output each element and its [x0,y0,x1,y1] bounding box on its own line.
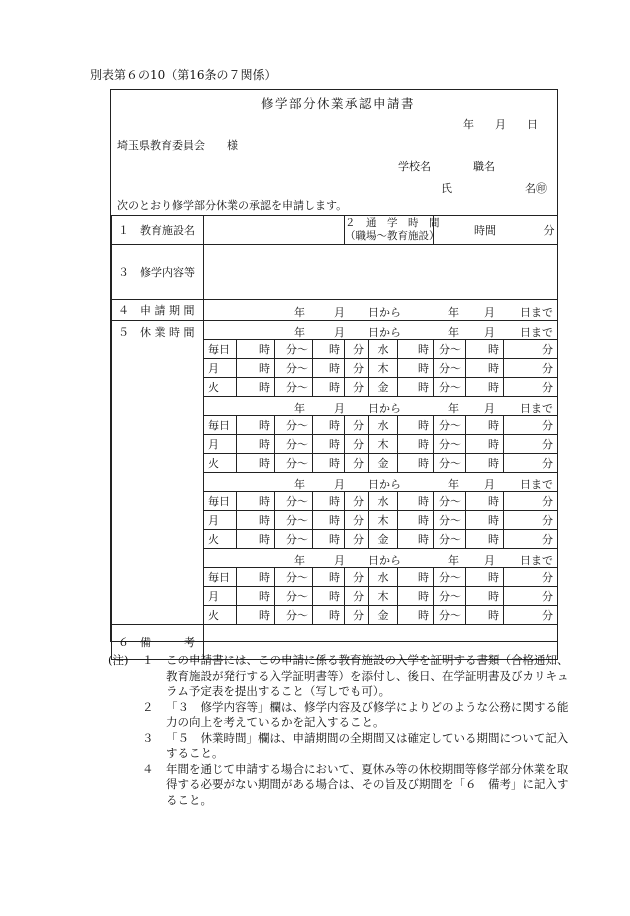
form-header [111,90,557,215]
hour-from-input[interactable]: 時 [398,340,434,359]
min-to-input[interactable]: 分 [504,568,558,587]
day-label-right: 木 [369,511,398,530]
day-label-right: 木 [369,359,398,378]
facility-input[interactable] [204,216,345,245]
hour-from-input[interactable]: 時 [398,378,434,397]
hour-to-input[interactable]: 時 [313,492,345,511]
min-from-input[interactable]: 分～ [275,359,313,378]
day-label-right: 金 [369,606,398,625]
min-from-input[interactable]: 分～ [275,511,313,530]
hour-from-input[interactable]: 時 [237,511,275,530]
min-from-input[interactable]: 分～ [275,454,313,473]
min-to-input[interactable]: 分 [504,340,558,359]
hour-to-input[interactable]: 時 [466,378,504,397]
min-from-input[interactable]: 分～ [275,378,313,397]
hour-to-input[interactable]: 時 [466,530,504,549]
applicant-name-label-2: 名㊞ [525,182,547,195]
hour-from-input[interactable]: 時 [237,340,275,359]
min-to-input[interactable]: 分 [345,416,369,435]
hour-to-input[interactable]: 時 [313,568,345,587]
min-to-input[interactable]: 分 [345,340,369,359]
hour-from-input[interactable]: 時 [398,359,434,378]
min-to-input[interactable]: 分 [504,359,558,378]
hour-from-input[interactable]: 時 [237,435,275,454]
hour-from-input[interactable]: 時 [398,454,434,473]
hours-date-range[interactable]: 年 月 日から 年 月 日まで [204,397,558,416]
intro-text: 次のとおり修学部分休業の承認を申請します。 [117,199,348,212]
min-to-input[interactable]: 分 [345,435,369,454]
min-from-input[interactable]: 分～ [275,435,313,454]
min-from-input[interactable]: 分～ [434,568,466,587]
day-label-left: 火 [204,606,237,625]
day-label-left: 火 [204,530,237,549]
day-label-left: 毎日 [204,340,237,359]
day-label-left: 毎日 [204,568,237,587]
hour-to-input[interactable]: 時 [313,587,345,606]
day-label-right: 木 [369,435,398,454]
min-to-input[interactable]: 分 [504,378,558,397]
note-3: ３ 「５ 休業時間」欄は、申請期間の全期間又は確定している期間について記入すること。 [142,730,569,760]
hour-to-input[interactable]: 時 [466,454,504,473]
note-2: ２ 「３ 修学内容等」欄は、修学内容及び修学によりどのような公務に関する能力の向上を考えているかを記入すること。 [142,699,569,729]
day-label-left: 月 [204,511,237,530]
form-grid [111,215,557,660]
notes-section [108,653,578,808]
note-text: 「５ 休業時間」欄は、申請期間の全期間又は確定している期間について記入すること。 [166,730,569,760]
min-to-input[interactable]: 分 [504,511,558,530]
day-label-right: 金 [369,454,398,473]
min-to-input[interactable]: 分 [504,606,558,625]
hour-from-input[interactable]: 時 [398,416,434,435]
day-label-left: 月 [204,435,237,454]
day-label-right: 金 [369,530,398,549]
hour-from-input[interactable]: 時 [398,511,434,530]
period-row [112,300,558,321]
min-from-input[interactable]: 分～ [434,587,466,606]
position-label: 職名 [473,160,495,173]
hours-date-range[interactable]: 年 月 日から 年 月 日まで [204,473,558,492]
hour-to-input[interactable]: 時 [466,568,504,587]
min-from-input[interactable]: 分～ [434,606,466,625]
form-title: 修学部分休業承認申請書 [261,96,416,111]
note-text: この申請書には、この申請に係る教育施設の入学を証明する書類（合格通知、教育施設が発行する入学証明書等）を添付し、後日、在学証明書及びカリキュラム予定表を提出すること（写しでも可）。 [166,653,569,698]
notes-tag: (注) [108,653,129,667]
min-to-input[interactable]: 分 [504,416,558,435]
day-label-left: 火 [204,454,237,473]
hour-from-input[interactable]: 時 [237,492,275,511]
hour-from-input[interactable]: 時 [398,435,434,454]
note-text: 年間を通じて申請する場合において、夏休み等の休校期間等修学部分休業を取得する必要がない期間がある場合は、その旨及び期間を「６ 備考」に記入すること。 [166,761,569,807]
min-from-input[interactable]: 分～ [434,530,466,549]
min-to-input[interactable]: 分 [504,492,558,511]
hour-from-input[interactable]: 時 [237,587,275,606]
min-from-input[interactable]: 分～ [275,587,313,606]
hour-to-input[interactable]: 時 [313,359,345,378]
hour-from-input[interactable]: 時 [237,568,275,587]
min-to-input[interactable]: 分 [345,492,369,511]
min-to-input[interactable]: 分 [345,378,369,397]
period-label: ４ 申 請 期 間 [112,300,204,321]
day-label-right: 水 [369,416,398,435]
min-from-input[interactable]: 分～ [275,568,313,587]
min-from-input[interactable]: 分～ [434,492,466,511]
hour-to-input[interactable]: 時 [466,435,504,454]
min-from-input[interactable]: 分～ [434,378,466,397]
min-from-input[interactable]: 分～ [434,511,466,530]
day-label-right: 水 [369,340,398,359]
hour-to-input[interactable]: 時 [466,416,504,435]
date-year-label: 年 [463,118,474,131]
facility-row [112,216,558,245]
note-text: 「３ 修学内容等」欄は、修学内容及び修学によりどのような公務に関する能力の向上を考えているかを記入すること。 [166,699,569,729]
min-from-input[interactable]: 分～ [275,340,313,359]
application-form [110,89,558,649]
hour-from-input[interactable]: 時 [237,359,275,378]
min-from-input[interactable]: 分～ [275,416,313,435]
hour-from-input[interactable]: 時 [398,606,434,625]
min-from-input[interactable]: 分～ [434,435,466,454]
min-to-input[interactable]: 分 [345,454,369,473]
hour-to-input[interactable]: 時 [313,606,345,625]
day-label-left: 火 [204,378,237,397]
min-to-input[interactable]: 分 [504,530,558,549]
hour-to-input[interactable]: 時 [313,378,345,397]
hour-to-input[interactable]: 時 [466,587,504,606]
min-to-input[interactable]: 分 [504,587,558,606]
applicant-name-label-1: 氏 [441,182,452,195]
min-from-input[interactable]: 分～ [275,530,313,549]
min-to-input[interactable]: 分 [345,606,369,625]
day-label-right: 金 [369,378,398,397]
hour-to-input[interactable]: 時 [466,492,504,511]
period-input[interactable]: 年 月 日から 年 月 日まで [204,300,558,321]
hour-to-input[interactable]: 時 [313,454,345,473]
day-label-left: 毎日 [204,492,237,511]
hour-to-input[interactable]: 時 [466,606,504,625]
day-label-left: 毎日 [204,416,237,435]
remarks-label: ６ 備 考 [112,625,204,660]
min-from-input[interactable]: 分～ [275,492,313,511]
min-from-input[interactable]: 分～ [434,416,466,435]
hour-from-input[interactable]: 時 [398,492,434,511]
hours-date-row [112,321,558,340]
min-to-input[interactable]: 分 [504,454,558,473]
hour-from-input[interactable]: 時 [398,568,434,587]
commute-time-label: ２ 通 学 時 間 （職場～教育施設） [345,216,434,245]
hour-from-input[interactable]: 時 [237,378,275,397]
commute-time-input[interactable]: 時間 分 [434,216,558,245]
hour-from-input[interactable]: 時 [237,416,275,435]
hour-from-input[interactable]: 時 [398,530,434,549]
form-caption: 別表第６の10（第16条の７関係） [90,68,277,82]
day-label-left: 月 [204,359,237,378]
hour-from-input[interactable]: 時 [237,606,275,625]
addressee: 埼玉県教育委員会 様 [117,139,238,152]
hour-from-input[interactable]: 時 [237,530,275,549]
hours-date-range[interactable]: 年 月 日から 年 月 日まで [204,321,558,340]
hour-from-input[interactable]: 時 [398,587,434,606]
note-1: (注) １ この申請書には、この申請に係る教育施設の入学を証明する書類（合格通知、教育施設が発行する入学証明書等）を添付し、後日、在学証明書及びカリキュラム予定表を提出すること（写しでも可）。 [108,653,569,698]
day-label-right: 水 [369,492,398,511]
hour-to-input[interactable]: 時 [313,340,345,359]
hour-to-input[interactable]: 時 [313,530,345,549]
hour-from-input[interactable]: 時 [237,454,275,473]
date-day-label: 日 [527,118,538,131]
min-to-input[interactable]: 分 [504,435,558,454]
min-to-input[interactable]: 分 [345,359,369,378]
min-to-input[interactable]: 分 [345,511,369,530]
min-from-input[interactable]: 分～ [434,454,466,473]
hour-to-input[interactable]: 時 [313,435,345,454]
content-label: ３ 修学内容等 [112,245,204,300]
date-month-label: 月 [495,118,506,131]
min-from-input[interactable]: 分～ [434,359,466,378]
hour-to-input[interactable]: 時 [466,359,504,378]
hour-to-input[interactable]: 時 [313,511,345,530]
facility-label: １ 教育施設名 [112,216,204,245]
day-label-right: 木 [369,587,398,606]
hour-to-input[interactable]: 時 [466,340,504,359]
min-from-input[interactable]: 分～ [275,606,313,625]
content-input[interactable] [204,245,558,300]
day-label-left: 月 [204,587,237,606]
note-4: ４ 年間を通じて申請する場合において、夏休み等の休校期間等修学部分休業を取得する必要がない期間がある場合は、その旨及び期間を「６ 備考」に記入すること。 [142,761,569,807]
content-row [112,245,558,300]
hours-date-range[interactable]: 年 月 日から 年 月 日まで [204,549,558,568]
school-name-label: 学校名 [398,160,431,173]
min-to-input[interactable]: 分 [345,568,369,587]
min-to-input[interactable]: 分 [345,530,369,549]
hour-to-input[interactable]: 時 [466,511,504,530]
hour-to-input[interactable]: 時 [313,416,345,435]
min-to-input[interactable]: 分 [345,587,369,606]
day-label-right: 水 [369,568,398,587]
min-from-input[interactable]: 分～ [434,340,466,359]
hours-label: ５ 休 業 時 間 [112,321,204,625]
